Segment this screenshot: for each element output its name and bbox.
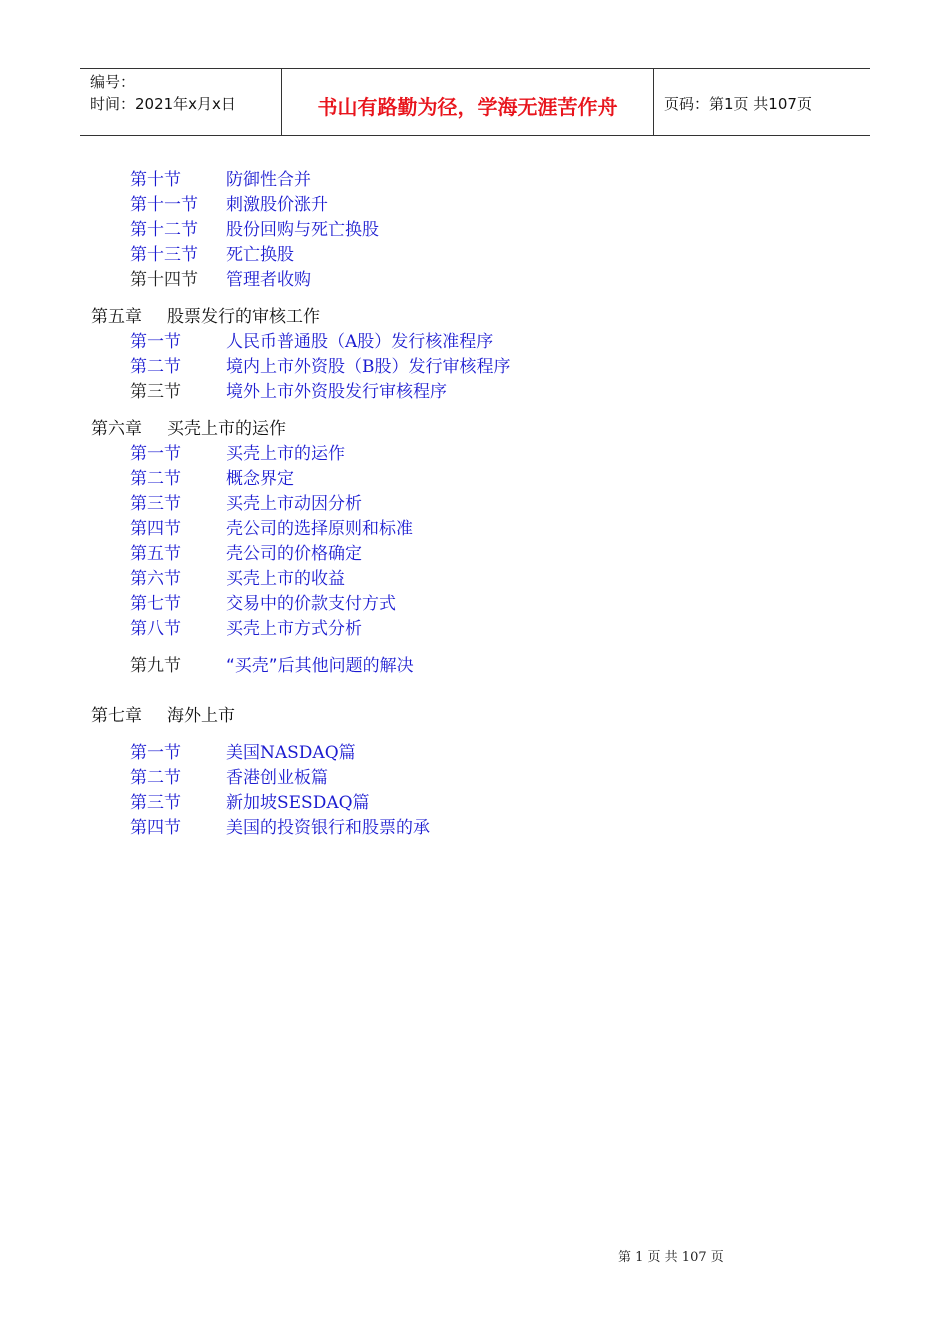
page-footer: 第 1 页 共 107 页 xyxy=(618,1250,724,1265)
motto-text: 书山有路勤为径，学海无涯苦作舟 xyxy=(317,94,618,119)
toc-chapter-heading xyxy=(91,306,320,328)
section-title: “买壳”后其他问题的解决 xyxy=(226,656,414,676)
time-label: 时间：2021年x月x日 xyxy=(90,95,236,113)
section-number: 第五节 xyxy=(130,544,181,564)
section-title: 美国的投资银行和股票的承 xyxy=(226,818,430,838)
toc-section-link[interactable] xyxy=(130,219,379,241)
section-title: 防御性合并 xyxy=(226,170,311,190)
toc-section-link[interactable] xyxy=(130,244,294,266)
section-title: 买壳上市动因分析 xyxy=(226,494,362,514)
toc-section-link[interactable] xyxy=(130,443,345,465)
toc-section-link[interactable] xyxy=(130,618,362,640)
section-number: 第六节 xyxy=(130,569,181,589)
toc-section-link[interactable] xyxy=(130,792,370,814)
section-title: 死亡换股 xyxy=(226,245,294,265)
section-number: 第七节 xyxy=(130,594,181,614)
toc-section-link[interactable] xyxy=(130,194,328,216)
toc-section-link[interactable] xyxy=(130,331,493,353)
section-number: 第九节 xyxy=(130,656,181,676)
section-number: 第一节 xyxy=(130,332,181,352)
section-title: 壳公司的选择原则和标准 xyxy=(226,519,413,539)
section-number: 第四节 xyxy=(130,519,181,539)
section-title: 概念界定 xyxy=(226,469,294,489)
section-title: 境外上市外资股发行审核程序 xyxy=(226,382,447,402)
section-title: 美国NASDAQ篇 xyxy=(226,743,356,763)
section-title: 交易中的价款支付方式 xyxy=(226,594,396,614)
page-info: 页码：第1页 共107页 xyxy=(664,94,812,113)
toc-section-link[interactable] xyxy=(130,568,345,590)
section-title: 壳公司的价格确定 xyxy=(226,544,362,564)
section-title: 刺激股价涨升 xyxy=(226,195,328,215)
section-number: 第十二节 xyxy=(130,220,198,240)
section-title: 管理者收购 xyxy=(226,270,311,290)
section-title: 香港创业板篇 xyxy=(226,768,328,788)
section-number: 第二节 xyxy=(130,357,181,377)
section-number: 第三节 xyxy=(130,382,181,402)
section-number: 第三节 xyxy=(130,793,181,813)
page-header xyxy=(80,68,870,136)
section-number: 第一节 xyxy=(130,444,181,464)
section-title: 新加坡SESDAQ篇 xyxy=(226,793,370,813)
section-title: 人民币普通股（A股）发行核准程序 xyxy=(226,332,494,352)
chapter-title: 买壳上市的运作 xyxy=(167,419,286,439)
section-number: 第十三节 xyxy=(130,245,198,265)
toc-chapter-heading xyxy=(91,418,286,440)
section-number: 第十节 xyxy=(130,170,181,190)
toc-section-link[interactable] xyxy=(130,169,311,191)
toc-section-link[interactable] xyxy=(130,468,294,490)
section-title: 境内上市外资股（B股）发行审核程序 xyxy=(226,357,511,377)
section-number: 第三节 xyxy=(130,494,181,514)
chapter-number: 第五章 xyxy=(91,307,142,327)
toc-section-link[interactable] xyxy=(130,817,430,839)
section-title: 股份回购与死亡换股 xyxy=(226,220,379,240)
chapter-number: 第六章 xyxy=(91,419,142,439)
toc-section-link[interactable] xyxy=(130,493,362,515)
section-title: 买壳上市方式分析 xyxy=(226,619,362,639)
chapter-title: 股票发行的审核工作 xyxy=(167,307,320,327)
section-number: 第四节 xyxy=(130,818,181,838)
section-number: 第十四节 xyxy=(130,270,198,290)
toc-section-link[interactable] xyxy=(130,767,328,789)
section-title: 买壳上市的运作 xyxy=(226,444,345,464)
chapter-title: 海外上市 xyxy=(167,706,235,726)
toc-section-link[interactable] xyxy=(130,381,447,403)
toc-section-link[interactable] xyxy=(130,593,396,615)
section-number: 第一节 xyxy=(130,743,181,763)
header-left-cell xyxy=(80,69,282,135)
toc-section-link[interactable] xyxy=(130,655,414,677)
chapter-number: 第七章 xyxy=(91,706,142,726)
section-number: 第二节 xyxy=(130,469,181,489)
toc-section-link[interactable] xyxy=(130,543,362,565)
toc-section-link[interactable] xyxy=(130,356,511,378)
toc-section-link[interactable] xyxy=(130,269,311,291)
section-number: 第八节 xyxy=(130,619,181,639)
section-number: 第十一节 xyxy=(130,195,198,215)
header-right-cell xyxy=(654,69,870,135)
section-number: 第二节 xyxy=(130,768,181,788)
header-motto-cell xyxy=(282,69,654,135)
toc-chapter-heading xyxy=(91,705,235,727)
toc-section-link[interactable] xyxy=(130,518,413,540)
section-title: 买壳上市的收益 xyxy=(226,569,345,589)
number-label: 编号： xyxy=(90,73,136,91)
toc-section-link[interactable] xyxy=(130,742,356,764)
